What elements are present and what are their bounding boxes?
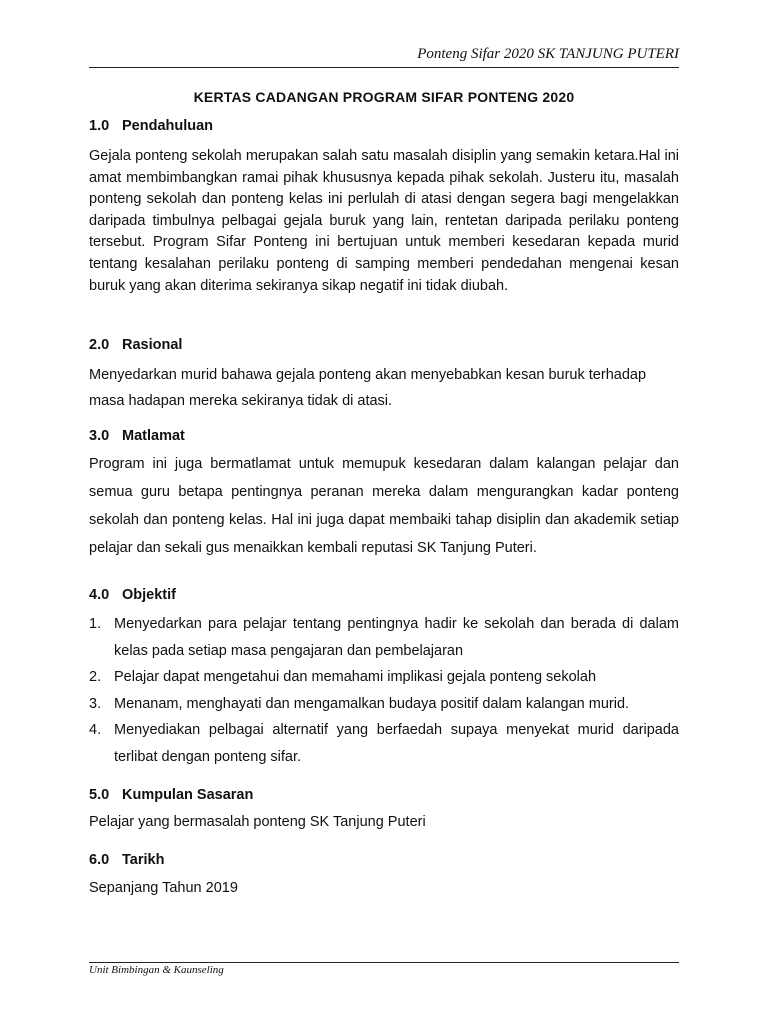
section-body-kumpulan-sasaran: Pelajar yang bermasalah ponteng SK Tanjung Puteri — [89, 814, 426, 830]
section-heading-kumpulan-sasaran — [89, 787, 253, 803]
list-item — [89, 664, 679, 691]
section-number: 6.0 — [89, 852, 110, 868]
section-heading-pendahuluan — [89, 118, 213, 134]
list-marker: 2. — [89, 669, 102, 685]
list-item — [89, 691, 679, 718]
section-title: Pendahuluan — [122, 118, 214, 134]
list-item-text: Pelajar dapat mengetahui dan memahami implikasi gejala ponteng sekolah — [114, 669, 597, 685]
section-title: Matlamat — [122, 428, 185, 444]
list-marker: 4. — [89, 722, 102, 738]
section-number: 5.0 — [89, 787, 110, 803]
list-item-text: Menyedarkan para pelajar tentang pentingnya hadir ke sekolah dan berada di dalam kelas pada setiap masa pengajaran dan pembelajaran — [114, 616, 679, 659]
footer-divider — [89, 962, 679, 963]
section-title: Tarikh — [122, 852, 165, 868]
section-body-tarikh: Sepanjang Tahun 2019 — [89, 880, 238, 896]
page-footer: Unit Bimbingan & Kaunseling — [89, 964, 224, 976]
running-header: Ponteng Sifar 2020 SK TANJUNG PUTERI — [417, 46, 679, 62]
list-marker: 3. — [89, 695, 102, 712]
section-number: 4.0 — [89, 587, 110, 603]
list-marker: 1. — [89, 616, 102, 632]
section-body-pendahuluan: Gejala ponteng sekolah merupakan salah satu masalah disiplin yang semakin ketara.Hal ini amat membimbangkan ramai pihak khususnya kepada pihak sekolah. Justeru itu, masalah ponteng sekolah dan ponteng kelas ini perlulah di atasi dengan segera bagi mengelakkan daripada timbulnya pelbagai gejala buruk yang lain, rentetan daripada perilaku ponteng tersebut. Program Sifar Ponteng ini bertujuan untuk memberi kesedaran kepada murid tentang kesalahan perilaku ponteng di samping memberi pendedahan mengenai kesan buruk yang akan diterima sekiranya sikap negatif ini tidak diubah. — [89, 148, 679, 294]
list-item — [89, 717, 679, 770]
list-item — [89, 611, 679, 664]
section-title: Objektif — [122, 587, 176, 603]
header-divider — [89, 67, 679, 68]
section-number: 2.0 — [89, 337, 110, 353]
objectives-list — [89, 611, 679, 770]
section-title: Rasional — [122, 337, 183, 353]
section-heading-matlamat — [89, 428, 185, 444]
section-body-rasional: Menyedarkan murid bahawa gejala ponteng akan menyebabkan kesan buruk terhadap masa hadapan mereka sekiranya tidak di atasi. — [89, 367, 647, 409]
section-number: 1.0 — [89, 118, 110, 134]
section-number: 3.0 — [89, 428, 110, 444]
section-heading-rasional — [89, 337, 182, 353]
list-item-text: Menyediakan pelbagai alternatif yang berfaedah supaya menyekat murid daripada terlibat dengan ponteng sifar. — [114, 722, 679, 765]
list-item-text: Menanam, menghayati dan mengamalkan budaya positif dalam kalangan murid. — [114, 695, 630, 712]
section-title: Kumpulan Sasaran — [122, 787, 254, 803]
section-heading-objektif — [89, 587, 176, 603]
document-title: KERTAS CADANGAN PROGRAM SIFAR PONTENG 2020 — [193, 89, 575, 105]
section-heading-tarikh — [89, 852, 164, 868]
section-body-matlamat: Program ini juga bermatlamat untuk memupuk kesedaran dalam kalangan pelajar dan semua guru betapa pentingnya peranan mereka dalam mengurangkan kadar ponteng sekolah dan ponteng kelas. Hal ini juga dapat membaiki tahap disiplin dan akademik setiap pelajar dan sekali gus menaikkan kembali reputasi SK Tanjung Puteri. — [89, 456, 679, 556]
